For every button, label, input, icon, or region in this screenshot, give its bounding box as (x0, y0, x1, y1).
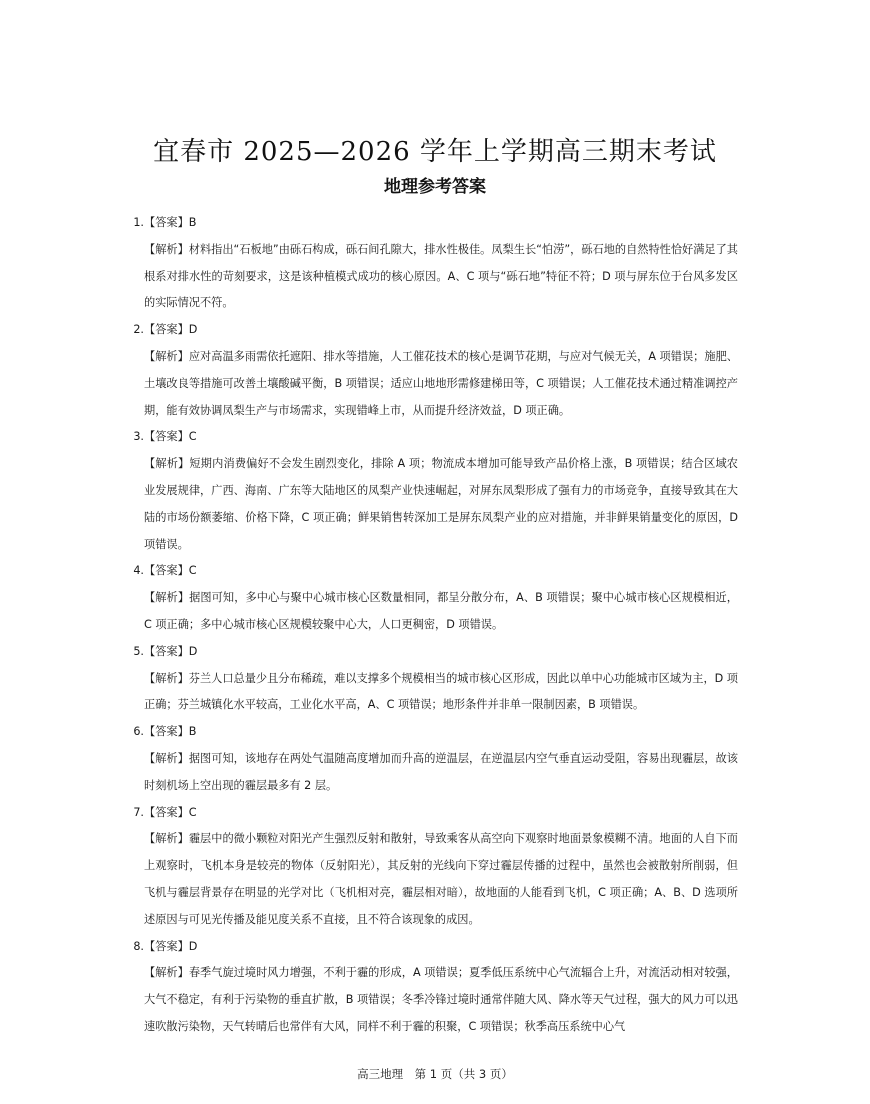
question-number: 5. (133, 644, 144, 658)
explanation-text: 【解析】据图可知，该地存在两处气温随高度增加而升高的逆温层，在逆温层内空气垂直运动受阻，容易出现霾层，故该时刻机场上空出现的霾层最多有 2 层。 (144, 751, 738, 792)
question-number: 6. (133, 725, 144, 739)
question-number: 3. (133, 430, 144, 444)
explanation-text: 【解析】霾层中的微小颗粒对阳光产生强烈反射和散射，导致乘客从高空向下观察时地面景象模糊不清。地面的人自下而上观察时，飞机本身是较亮的物体（反射阳光），其反射的光线向下穿过霾层传播的过程中，虽然也会被散射所削弱，但飞机与霾层背景存在明显的光学对比（飞机相对亮，霾层相对暗），故地面的人能看到飞机，C 项正确；A、B、D 选项所述原因与可见光传播及能见度关系不直接，且不符合该现象的成因。 (144, 832, 738, 926)
answer-line (130, 210, 738, 237)
explanation-text: 【解析】材料指出“石板地”由砾石构成，砾石间孔隙大，排水性极佳。凤梨生长“怕涝”，砾石地的自然特性恰好满足了其根系对排水性的苛刻要求，这是该种植模式成功的核心原因。A、C 项与“砾石地”特征不符；D 项与屏东位于台风多发区的实际情况不符。 (144, 242, 738, 310)
answer-text: 【答案】C (144, 805, 197, 819)
answer-line (130, 800, 738, 827)
answer-item (130, 558, 738, 638)
answer-line (130, 934, 738, 961)
explanation-text: 【解析】应对高温多雨需依托遮阳、排水等措施，人工催花技术的核心是调节花期，与应对气候无关，A 项错误；施肥、土壤改良等措施可改善土壤酸碱平衡，B 项错误；适应山地地形需修建梯田等，C 项错误；人工催花技术通过精准调控产期，能有效协调凤梨生产与市场需求，实现错峰上市，从而提升经济效益，D 项正确。 (144, 349, 738, 417)
question-number: 2. (133, 323, 144, 337)
answer-item (130, 210, 738, 317)
answer-item (130, 424, 738, 558)
answer-item (130, 639, 738, 719)
explanation-text: 【解析】短期内消费偏好不会发生剧烈变化，排除 A 项；物流成本增加可能导致产品价格上涨，B 项错误；结合区域农业发展规律，广西、海南、广东等大陆地区的凤梨产业快速崛起，对屏东凤梨形成了强有力的市场竞争，直接导致其在大陆的市场份额萎缩、价格下降，C 项正确；鲜果销售转深加工是屏东凤梨产业的应对措施，并非鲜果销量变化的原因，D 项错误。 (144, 457, 738, 551)
explanation-text: 【解析】春季气旋过境时风力增强，不利于霾的形成，A 项错误；夏季低压系统中心气流辐合上升，对流活动相对较强，大气不稳定，有利于污染物的垂直扩散，B 项错误；冬季冷锋过境时通常伴随大风、降水等天气过程，强大的风力可以迅速吹散污染物，天气转晴后也常伴有大风，同样不利于霾的积聚，C 项错误；秋季高压系统中心气 (144, 966, 738, 1033)
question-number: 4. (133, 564, 144, 578)
page-subtitle: 地理参考答案 (384, 177, 486, 197)
answer-list (130, 210, 738, 1041)
answer-line (130, 719, 738, 746)
explanation-text: 【解析】据图可知，多中心与聚中心城市核心区数量相同，都呈分散分布，A、B 项错误；聚中心城市核心区规模相近，C 项正确；多中心城市核心区规模较聚中心大，人口更稠密，D 项错误。 (144, 591, 738, 631)
answer-text: 【答案】D (144, 323, 198, 337)
answer-item (130, 800, 738, 934)
answer-text: 【答案】C (144, 430, 197, 444)
question-number: 1. (133, 216, 144, 229)
answer-text: 【答案】C (144, 564, 197, 578)
answer-line (130, 424, 738, 451)
answer-line (130, 317, 738, 344)
answer-text: 【答案】D (144, 644, 198, 658)
question-number: 7. (133, 805, 144, 819)
question-number: 8. (133, 939, 144, 953)
answer-text: 【答案】D (144, 939, 198, 953)
answer-line (130, 639, 738, 666)
answer-text: 【答案】B (144, 725, 197, 739)
answer-line (130, 558, 738, 585)
explanation-text: 【解析】芬兰人口总量少且分布稀疏，难以支撑多个规模相当的城市核心区形成，因此以单中心功能城市区域为主，D 项正确；芬兰城镇化水平较高，工业化水平高，A、C 项错误；地形条件并非单一限制因素，B 项错误。 (144, 671, 738, 712)
page-title: 宜春市 2025—2026 学年上学期高三期末考试 (153, 137, 717, 167)
answer-item (130, 719, 738, 799)
answer-text: 【答案】B (144, 216, 197, 229)
answer-item (130, 317, 738, 424)
page-footer: 高三地理 第 1 页（共 3 页） (357, 1067, 513, 1081)
answer-item (130, 934, 738, 1041)
